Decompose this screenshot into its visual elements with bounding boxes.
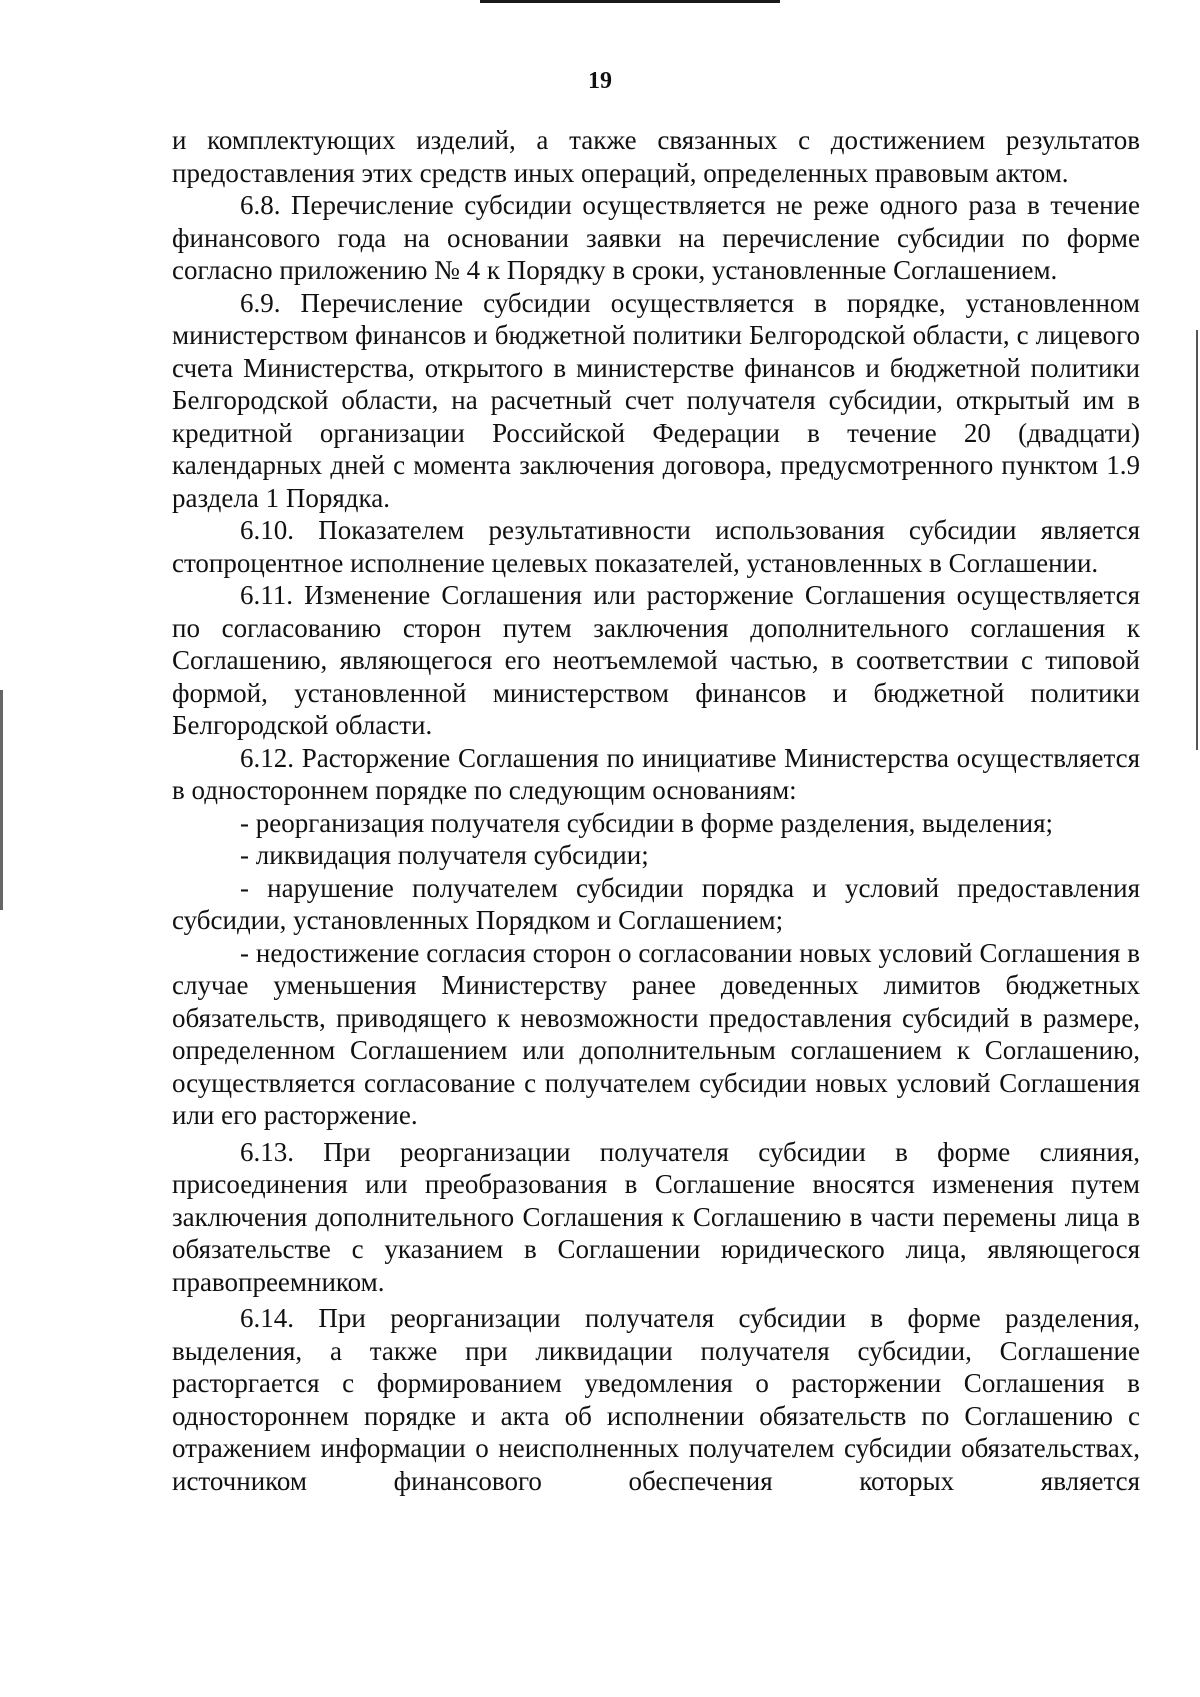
scan-left-edge-artifact [0, 690, 3, 910]
document-body [172, 124, 1140, 1497]
paragraph-6-13: 6.13. При реорганизации получателя субсидии в форме слияния, присоединения или преобразования в Соглашение вносятся изменения путем заключения дополнительного Соглашения к Соглашению в части перемены лица в обязательстве с указанием в Соглашении юридического лица, являющегося правопреемником. [172, 1136, 1140, 1297]
paragraph-6-12: 6.12. Расторжение Соглашения по инициативе Министерства осуществляется в одностороннем порядке по следующим основаниям: [172, 742, 1140, 805]
paragraph-6-11: 6.11. Изменение Соглашения или расторжение Соглашения осуществляется по согласованию сторон путем заключения дополнительного соглашения к Соглашению, являющегося его неотъемлемой частью, в соответствии с типовой формой, установленной министерством финансов и бюджетной политики Белгородской области. [172, 580, 1140, 740]
scan-right-edge-artifact [1196, 330, 1198, 750]
paragraph-6-14: 6.14. При реорганизации получателя субсидии в форме разделения, выделения, а также при ликвидации получателя субсидии, Соглашение расторгается с формированием уведомления о расторжении Соглашения в одностороннем порядке и акта об исполнении обязательств по Соглашению с отражением информации о неисполненных получателем субсидии обязательствах, источником финансового обеспечения которых является [172, 1303, 1140, 1496]
scan-top-artifact [480, 0, 780, 3]
paragraph-6-10: 6.10. Показателем результативности использования субсидии является стопроцентное исполнение целевых показателей, установленных в Соглашении. [172, 515, 1140, 578]
paragraph-6-9: 6.9. Перечисление субсидии осуществляется в порядке, установленном министерством финансов и бюджетной политики Белгородской области, с лицевого счета Министерства, открытого в министерстве финансов и бюджетной политики Белгородской области, на расчетный счет получателя субсидии, открытый им в кредитной организации Российской Федерации в течение 20 (двадцати) календарных дней с момента заключения договора, предусмотренного пунктом 1.9 раздела 1 Порядка. [172, 287, 1140, 513]
list-item-no-agreement: - недостижение согласия сторон о согласовании новых условий Соглашения в случае уменьшения Министерству ранее доведенных лимитов бюджетных обязательств, приводящего к невозможности предоставления субсидий в размере, определенном Соглашением или дополнительным соглашением к Соглашению, осуществляется согласование с получателем субсидии новых условий Соглашения или его расторжение. [172, 937, 1140, 1130]
page-number: 19 [588, 68, 612, 94]
paragraph-continuation: и комплектующих изделий, а также связанных с достижением результатов предоставления этих средств иных операций, определенных правовым актом. [172, 125, 1140, 188]
list-item-liquidation: - ликвидация получателя субсидии; [240, 840, 649, 870]
list-item-reorganization: - реорганизация получателя субсидии в форме разделения, выделения; [240, 807, 1054, 838]
list-item-violation: - нарушение получателем субсидии порядка и условий предоставления субсидии, установленных Порядком и Соглашением; [172, 872, 1140, 935]
paragraph-6-8: 6.8. Перечисление субсидии осуществляется не реже одного раза в течение финансового года на основании заявки на перечисление субсидии по форме согласно приложению № 4 к Порядку в сроки, установленные Соглашением. [172, 190, 1140, 285]
